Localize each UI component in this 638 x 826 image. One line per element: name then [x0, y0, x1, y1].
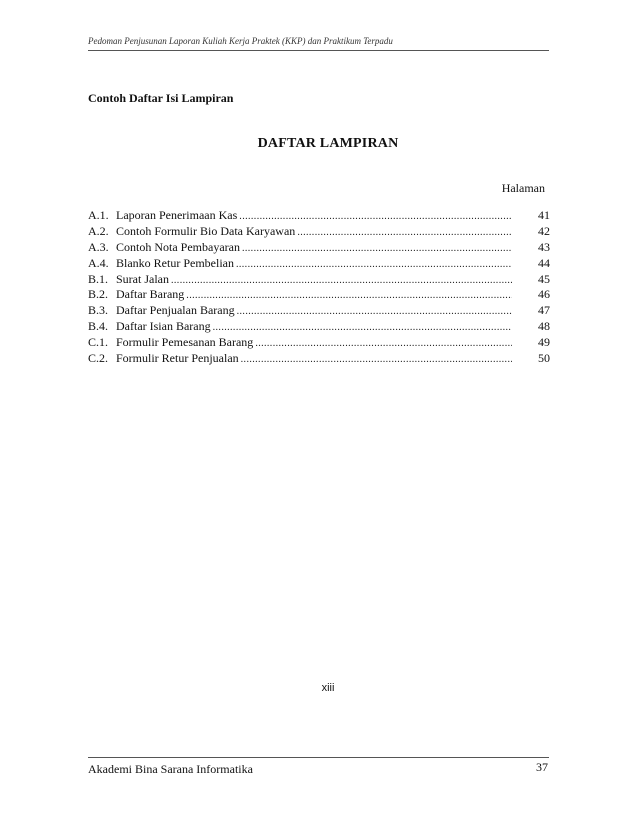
toc-page-number: 46: [538, 287, 550, 302]
dot-leader: [241, 354, 512, 365]
toc-title: Daftar Penjualan Barang: [116, 303, 235, 318]
dot-leader: [255, 338, 512, 349]
running-header: Pedoman Penjusunan Laporan Kuliah Kerja Praktek (KKP) dan Praktikum Terpadu: [88, 36, 393, 46]
toc-row: [88, 335, 550, 351]
page-title: DAFTAR LAMPIRAN: [257, 136, 399, 151]
toc-code: B.3.: [88, 303, 109, 318]
toc-page-number: 41: [538, 208, 550, 222]
toc-title: Daftar Barang: [116, 287, 185, 302]
toc-page-number: 42: [538, 223, 550, 238]
toc-code: B.2.: [88, 287, 109, 302]
toc-title: Contoh Nota Pembayaran: [116, 239, 240, 254]
page-column-label: Halaman: [501, 181, 545, 195]
toc-title: Formulir Pemesanan Barang: [116, 335, 254, 350]
footer-institution: Akademi Bina Sarana Informatika: [88, 762, 253, 776]
toc-row: [88, 208, 550, 224]
toc-code: A.1.: [88, 208, 109, 222]
toc-title: Contoh Formulir Bio Data Karyawan: [116, 223, 296, 238]
section-label: Contoh Daftar Isi Lampiran: [88, 91, 234, 105]
toc-code: A.2.: [88, 223, 109, 238]
toc-page-number: 47: [538, 303, 550, 318]
dot-leader: [236, 259, 512, 270]
toc-code: C.1.: [88, 335, 109, 350]
toc-page-number: 44: [538, 255, 550, 270]
dot-leader: [237, 306, 512, 317]
footer-page-number: 37: [536, 760, 548, 774]
toc-page-number: 43: [538, 239, 550, 254]
toc-row: [88, 351, 550, 367]
dot-leader: [242, 243, 512, 254]
toc-row: [88, 303, 550, 319]
toc-page-number: 49: [538, 335, 550, 350]
toc-title: Daftar Isian Barang: [116, 319, 211, 334]
toc-title: Blanko Retur Pembelian: [116, 255, 234, 270]
roman-page-number: xiii: [321, 682, 335, 694]
dot-leader: [297, 227, 512, 238]
toc-code: B.4.: [88, 319, 109, 334]
dot-leader: [186, 290, 512, 301]
toc-row: [88, 272, 550, 288]
toc-title: Laporan Penerimaan Kas: [116, 208, 238, 222]
footer-divider: [88, 757, 549, 758]
toc-row: [88, 319, 550, 335]
toc-code: C.2.: [88, 351, 109, 366]
dot-leader: [171, 275, 512, 286]
header-divider: [88, 50, 549, 51]
toc-page-number: 45: [538, 271, 550, 286]
toc-row: [88, 240, 550, 256]
toc-row: [88, 256, 550, 272]
table-of-attachments: [88, 208, 550, 367]
toc-code: B.1.: [88, 271, 109, 286]
toc-code: A.4.: [88, 255, 109, 270]
toc-row: [88, 287, 550, 303]
toc-page-number: 48: [538, 319, 550, 334]
dot-leader: [213, 322, 512, 333]
dot-leader: [239, 211, 512, 222]
toc-row: [88, 224, 550, 240]
toc-page-number: 50: [538, 351, 550, 366]
toc-code: A.3.: [88, 239, 109, 254]
toc-title: Surat Jalan: [116, 271, 169, 286]
toc-title: Formulir Retur Penjualan: [116, 351, 239, 366]
